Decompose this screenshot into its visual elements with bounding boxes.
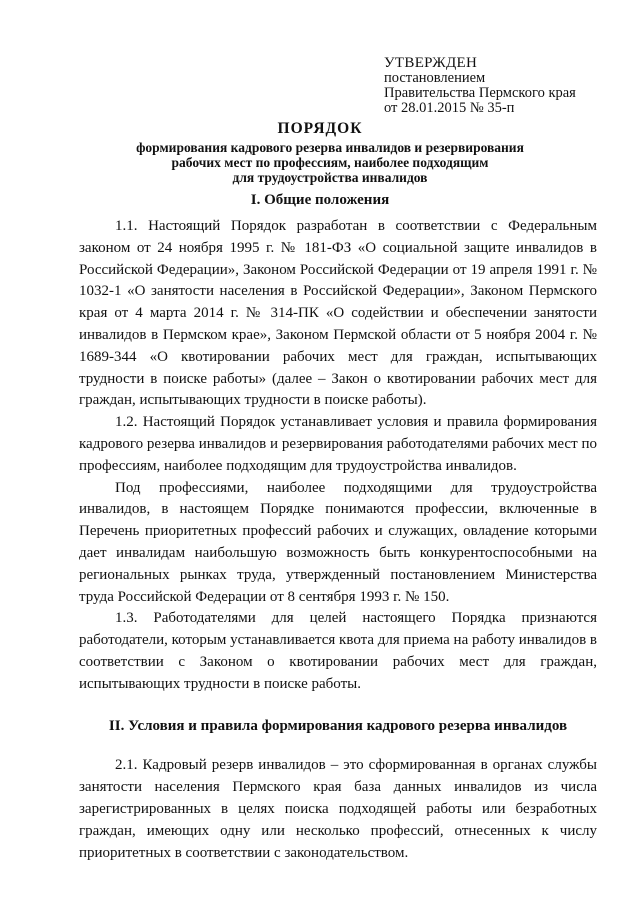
approval-line: Правительства Пермского края [384,85,576,101]
document-body [79,216,597,864]
section-2-heading: II. Условия и правила формирования кадрового резерва инвалидов [108,717,568,734]
approval-stamp [384,56,576,116]
approval-heading: УТВЕРЖДЕН [384,55,478,71]
document-subtitle [100,140,560,185]
subtitle-line: формирования кадрового резерва инвалидов и резервирования [136,140,524,155]
paragraph-1-1: 1.1. Настоящий Порядок разработан в соответствии с Федеральным законом от 24 ноября 1995 г. № 181-ФЗ «О социальной защите инвалидов в Российской Федерации», Законом Российской Федерации от 19 апреля 1991 г. № 1032-1 «О занятости населения в Российской Федерации», Законом Пермского края от 4 марта 2014 г. № 314-ПК «О содействии и обеспечении занятости инвалидов в Пермском крае», Законом Пермской области от 5 ноября 2004 г. № 1689-344 «О квотировании рабочих мест для граждан, испытывающих трудности в поиске работы» (далее – Закон о квотировании рабочих мест для граждан, испытывающих трудности в поиске работы). [79,218,597,409]
paragraph-1-2: 1.2. Настоящий Порядок устанавливает условия и правила формирования кадрового резерва инвалидов и резервирования работодателями рабочих мест по профессиям, наиболее подходящим для трудоустройства инвалидов. [79,414,597,474]
approval-date: от 28.01.2015 № 35-п [384,100,515,116]
subtitle-line: для трудоустройства инвалидов [232,170,428,185]
paragraph-professions: Под профессиями, наиболее подходящими для трудоустройства инвалидов, в настоящем Порядке понимаются профессии, включенные в Перечень приоритетных профессий рабочих и служащих, овладение которыми дает инвалидам наибольшую возможность быть конкурентоспособными на региональных рынках труда, утвержденный постановлением Министерства труда Российской Федерации от 8 сентября 1993 г. № 150. [79,479,597,605]
section-1-heading: I. Общие положения [250,192,390,208]
paragraph-1-3: 1.3. Работодателями для целей настоящего Порядка признаются работодатели, которым устанавливается квота для приема на работу инвалидов в соответствии с Законом о квотировании рабочих мест для граждан, испытывающих трудности в поиске работы. [79,610,597,692]
document-title: ПОРЯДОК [277,120,363,137]
approval-line: постановлением [384,70,486,86]
subtitle-line: рабочих мест по профессиям, наиболее подходящим [171,155,489,170]
paragraph-2-1: 2.1. Кадровый резерв инвалидов – это сформированная в органах службы занятости населения Пермского края база данных инвалидов из числа зарегистрированных в целях поиска подходящей работы или безработных граждан, имеющих одну или несколько профессий, отнесенных к числу приоритетных в соответствии с законодательством. [79,757,597,861]
